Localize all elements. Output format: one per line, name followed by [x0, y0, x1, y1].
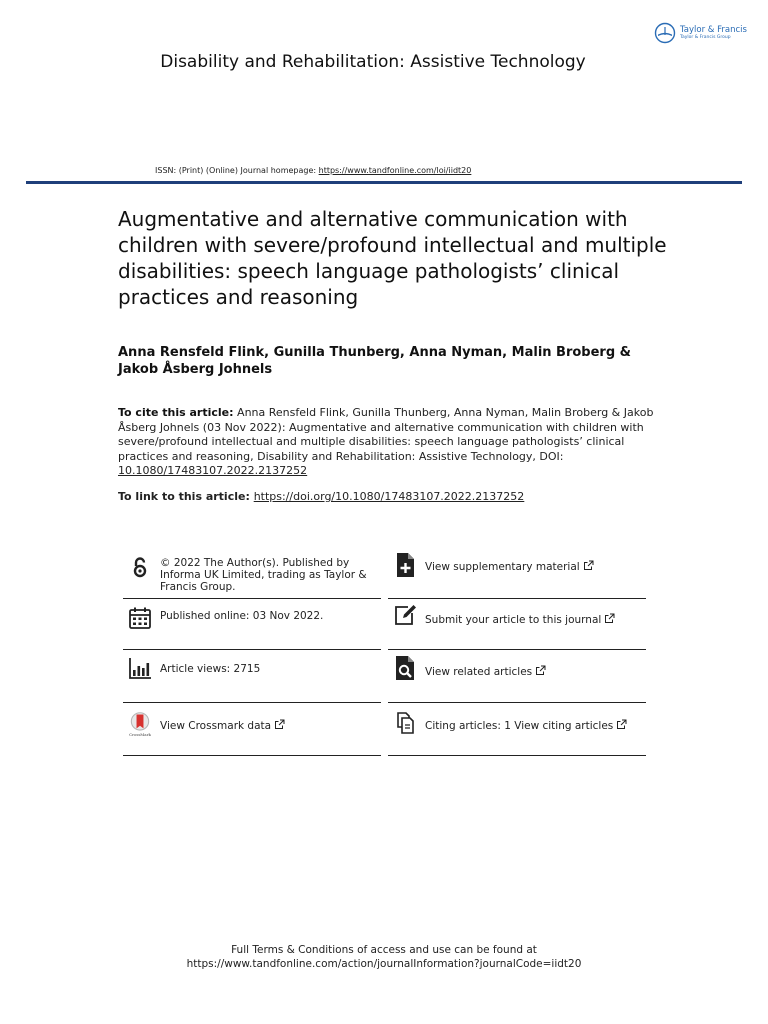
article-views-text: Article views: 2715	[160, 663, 261, 675]
external-link-icon	[583, 560, 594, 571]
supplementary-link[interactable]	[425, 560, 647, 573]
doi-link[interactable]: 10.1080/17483107.2022.2137252	[118, 464, 308, 477]
license-cell	[123, 552, 381, 599]
supplementary-label: View supplementary material	[425, 561, 580, 573]
external-link-icon	[535, 665, 546, 676]
related-link[interactable]	[425, 665, 647, 678]
publisher-logo[interactable]	[654, 22, 747, 44]
crossmark-link[interactable]	[160, 719, 382, 732]
edit-pencil-icon	[392, 602, 418, 628]
taylor-francis-logo-icon	[654, 22, 676, 44]
issn-line	[155, 166, 471, 175]
calendar-icon	[127, 605, 153, 631]
publisher-name: Taylor & Francis	[680, 25, 747, 35]
link-label: To link to this article:	[118, 490, 254, 503]
crossmark-cell[interactable]	[123, 703, 381, 756]
crossmark-icon	[127, 711, 153, 737]
terms-url[interactable]: https://www.tandfonline.com/action/journalInformation?journalCode=iidt20	[186, 958, 582, 970]
external-link-icon	[616, 719, 627, 730]
supplementary-cell[interactable]	[388, 552, 646, 599]
article-authors: Anna Rensfeld Flink, Gunilla Thunberg, Anna Nyman, Malin Broberg & Jakob Åsberg Johnels	[118, 345, 632, 377]
terms-footer	[0, 943, 768, 971]
submit-link[interactable]	[425, 613, 647, 626]
open-access-icon	[127, 554, 153, 580]
article-title: Augmentative and alternative communication with children with severe/profound intellectual and multiple disabilities: speech language pathologists’ clinical practices and reasoning	[118, 207, 667, 309]
license-text: © 2022 The Author(s). Published by Informa UK Limited, trading as Taylor & Francis Group.	[160, 557, 367, 593]
citing-cell[interactable]	[388, 703, 646, 756]
citation-block	[118, 406, 666, 479]
cite-text: Anna Rensfeld Flink, Gunilla Thunberg, Anna Nyman, Malin Broberg & Jakob Åsberg Johnels (03 Nov 2022): Augmentative and alternative communication with children with severe/profound intellectual and multiple disabilities: speech language pathologists’ clinical practices and reasoning, Disability and Rehabilitation: Assistive Technology, DOI:	[118, 406, 654, 463]
issn-prefix: ISSN: (Print) (Online) Journal homepage:	[155, 166, 319, 175]
terms-line-1: Full Terms & Conditions of access and use can be found at	[231, 944, 537, 956]
external-link-icon	[274, 719, 285, 730]
citing-link[interactable]	[425, 719, 647, 732]
external-link-icon	[604, 613, 615, 624]
submit-cell[interactable]	[388, 599, 646, 650]
submit-label: Submit your article to this journal	[425, 614, 602, 626]
citing-documents-icon	[392, 709, 418, 735]
published-cell	[123, 599, 381, 650]
header-divider	[26, 181, 742, 184]
article-link-line	[118, 490, 678, 504]
crossmark-label: View Crossmark data	[160, 720, 272, 732]
publisher-subtitle: Taylor & Francis Group	[680, 34, 731, 40]
supplementary-file-icon	[392, 552, 418, 578]
related-search-icon	[392, 655, 418, 681]
crossmark-icon-text: CrossMark	[129, 732, 151, 737]
related-label: View related articles	[425, 666, 533, 678]
article-doi-url-link[interactable]: https://doi.org/10.1080/17483107.2022.2137252	[253, 490, 525, 503]
cite-label: To cite this article:	[118, 406, 234, 419]
citing-label: Citing articles: 1 View citing articles	[425, 720, 614, 732]
journal-homepage-link[interactable]: https://www.tandfonline.com/loi/iidt20	[318, 166, 472, 175]
published-date-text: Published online: 03 Nov 2022.	[160, 610, 324, 622]
bar-chart-icon	[127, 655, 153, 681]
views-cell	[123, 650, 381, 703]
journal-title: Disability and Rehabilitation: Assistive Technology	[160, 52, 586, 72]
related-cell[interactable]	[388, 650, 646, 703]
